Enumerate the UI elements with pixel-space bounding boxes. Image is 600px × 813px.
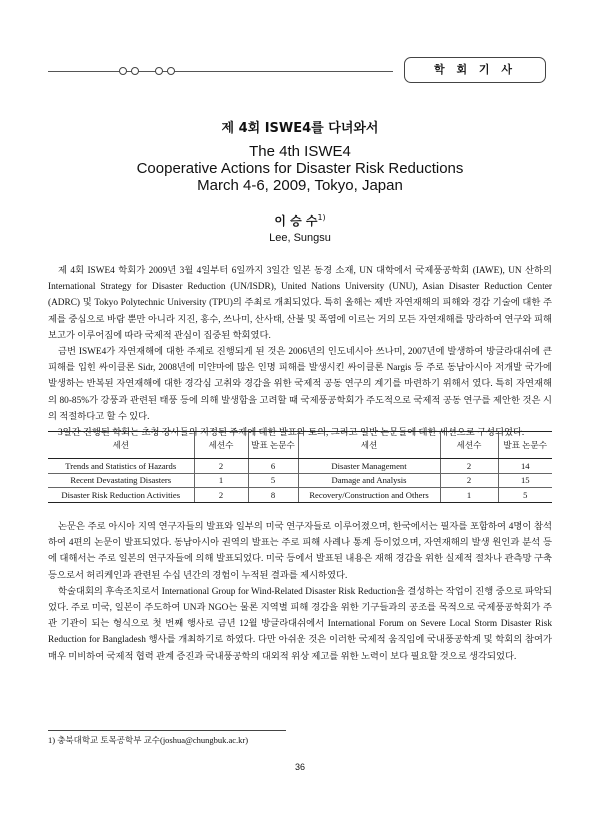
table-cell: 14 — [498, 459, 552, 474]
paragraph: 논문은 주로 아시아 지역 연구자들의 발표와 일부의 미국 연구자들로 이루어졌으며, 한국에서는 필자를 포함하여 4명이 참석하여 4편의 논문이 발표되었다. 동남아시아 권역의 발표는 주로 피해 사례나 통계 등이었으며, 자연재해의 발생 원인과 분석 등에 대해서는 주로 일본의 연구자들에 의해 발표되었다. 미국 등에서 발표된 내용은 재해 경감을 위한 실제적 절차나 관측망 구축 등으로서 허리케인과 관련된 수십 년간의 경험이 누적된 결과를 제시하였다. — [48, 522, 552, 581]
table-cell: 5 — [498, 488, 552, 503]
session-table — [48, 431, 552, 503]
header-dot-icon — [167, 67, 175, 75]
table-row — [48, 488, 552, 503]
paragraph: 금번 ISWE4가 자연재해에 대한 주제로 진행되게 된 것은 2006년의 인도네시아 쓰나미, 2007년에 발생하여 방글라대쉬에 큰 피해를 입힌 싸이클론 Sidr, 2008년에 미얀마에 많은 인명 피해를 발생시킨 싸이클론 Nargis 등 주로 동남아시아 저개발 국가에 발생하는 반복된 자연재해에 대한 경각심 고취와 경감을 위한 국제적 공동 연구의 계기를 마련하기 위해서 였다. 특히 자연재해의 80-85%가 강풍과 관련된 태풍 등에 의해 발생함을 고려할 때 국제풍공학회가 주도적으로 국제적 공동 연구를 제안한 것은 시의 적절하다고 할 수 있다. — [48, 347, 552, 422]
table-header-cell: 세션 — [48, 432, 194, 459]
table-header-row — [48, 432, 552, 459]
table-cell: Disaster Management — [298, 459, 440, 474]
table-cell: 6 — [248, 459, 298, 474]
table-cell: 1 — [194, 473, 248, 488]
author-name: 이 승 수 — [274, 214, 318, 228]
table-cell: Recovery/Construction and Others — [298, 488, 440, 503]
table-cell: Damage and Analysis — [298, 473, 440, 488]
author-english: Lee, Sungsu — [269, 232, 331, 244]
table-cell: 2 — [194, 459, 248, 474]
footnote-rule — [48, 730, 286, 731]
header-dot-icon — [155, 67, 163, 75]
header-dot-icon — [119, 67, 127, 75]
body-section-2 — [48, 519, 552, 665]
table-header-cell: 발표 논문수 — [498, 432, 552, 459]
table-cell: 2 — [194, 488, 248, 503]
table-cell: Disaster Risk Reduction Activities — [48, 488, 194, 503]
table-header-cell: 발표 논문수 — [248, 432, 298, 459]
table-cell: Trends and Statistics of Hazards — [48, 459, 194, 474]
table-cell: 1 — [440, 488, 498, 503]
table-row — [48, 459, 552, 474]
section-badge: 학 회 기 사 — [404, 57, 546, 83]
page-title-korean: 제 4회 ISWE4를 다녀와서 — [221, 121, 379, 136]
page-title-english — [0, 143, 600, 194]
table-header-cell: 세션수 — [194, 432, 248, 459]
body-section-1 — [48, 263, 552, 441]
table-header-cell: 세션 — [298, 432, 440, 459]
header-rule — [48, 71, 393, 72]
author-footnote-mark: 1) — [317, 213, 326, 222]
paragraph: 제 4회 ISWE4 학회가 2009년 3월 4일부터 6일까지 3일간 일본 동경 소재, UN 대학에서 국제풍공학회 (IAWE), UN 산하의 International Strategy for Disaster Reduction (UN/ISDR), United Nations University (UNU), Asian Disaster Reduction Center (ADRC) 및 Tokyo Polytechnic University (TPU)의 주최로 개최되었다. 특히 올해는 제반 자연재해의 피해와 경감 기술에 대한 주제를 중심으로 바람 뿐만 아니라 지진, 홍수, 쓰나미, 산사태, 산불 및 폭염에 이르는 거의 모든 자연재해를 망라하여 연구와 피해 보고가 이루어짐에 따라 국제적 관심이 집중된 학회였다. — [48, 266, 552, 341]
table-cell: Recent Devastating Disasters — [48, 473, 194, 488]
table-cell: 2 — [440, 473, 498, 488]
table-cell: 2 — [440, 459, 498, 474]
table-row — [48, 473, 552, 488]
title-english-line: The 4th ISWE4 — [249, 143, 351, 160]
footnote: 1) 충북대학교 토목공학부 교수(joshua@chungbuk.ac.kr) — [48, 735, 249, 745]
page-number: 36 — [294, 762, 305, 772]
paragraph: 3일간 진행된 학회는 초청 강사들의 지정된 주제에 대한 발표와 토의, 그리고 일반 논문들에 대한 세션으로 구성되었다. — [58, 428, 525, 439]
title-english-line: Cooperative Actions for Disaster Risk Reductions — [136, 160, 464, 177]
paragraph: 학술대회의 후속조치로서 International Group for Wind-Related Disaster Risk Reduction을 결성하는 작업이 진행 중으로 파악되었다. 주로 미국, 일본이 주도하여 UN과 NGO는 물론 지역별 피해 경감을 위한 기구들과의 공조를 목적으로 국제풍공학회가 주관 기관이 되는 형식으로 첫 번째 행사로 금년 12월 방글라대쉬에서 International Forum on Severe Local Storm Disaster Risk Reduction for Bangladesh 행사를 개최하기로 하였다. 다만 아쉬운 것은 이러한 국제적 움직임에 국내풍공학계 및 학회의 참여가 매우 미비하여 국제적 협력 관계 증진과 국내풍공학의 대외적 위상 제고를 위한 노력이 보다 필요할 것으로 생각되었다. — [48, 586, 552, 662]
table-cell: 15 — [498, 473, 552, 488]
title-english-line: March 4-6, 2009, Tokyo, Japan — [197, 177, 403, 194]
author-korean — [0, 212, 600, 229]
table-cell: 5 — [248, 473, 298, 488]
header-dot-icon — [131, 67, 139, 75]
table-cell: 8 — [248, 488, 298, 503]
table-header-cell: 세션수 — [440, 432, 498, 459]
